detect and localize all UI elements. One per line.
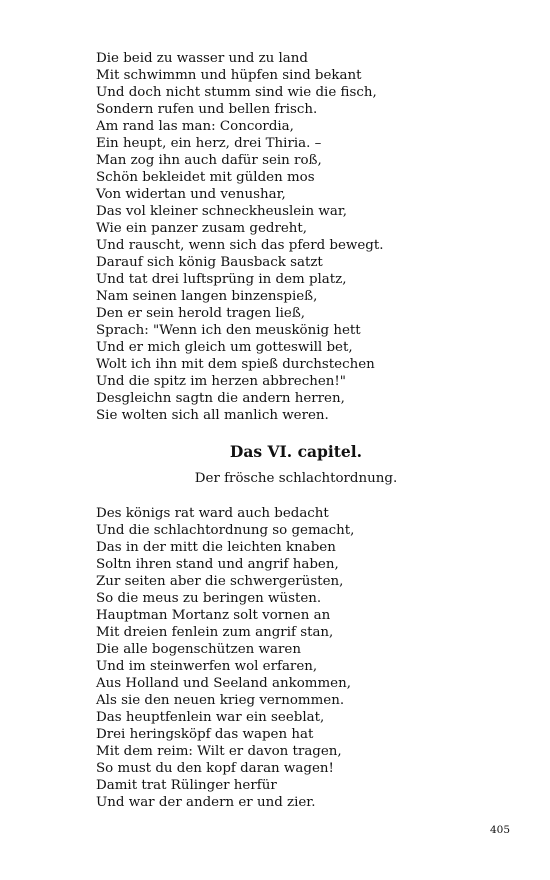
verse-line: So must du den kopf daran wagen! <box>96 761 334 776</box>
verse-line: Damit trat Rülinger herfür <box>96 778 277 793</box>
verse-line: Die beid zu wasser und zu land <box>96 51 308 66</box>
verse-line: Ein heupt, ein herz, drei Thiria. – <box>96 136 322 151</box>
verse-line: Und doch nicht stumm sind wie die fisch, <box>96 85 377 100</box>
verse-line: Und rauscht, wenn sich das pferd bewegt. <box>96 238 384 253</box>
verse-line: Das vol kleiner schneckheuslein war, <box>96 204 348 219</box>
verse-line: Das heuptfenlein war ein seeblat, <box>96 710 325 725</box>
verse-line: Mit dreien fenlein zum angrif stan, <box>96 625 334 640</box>
verse-stanza-2 <box>96 505 516 811</box>
verse-line: Sondern rufen und bellen frisch. <box>96 102 318 117</box>
verse-line: Darauf sich könig Bausback satzt <box>96 255 323 270</box>
verse-line: Desgleichn sagtn die andern herren, <box>96 391 345 406</box>
verse-line: So die meus zu beringen wüsten. <box>96 591 322 606</box>
verse-line: Aus Holland und Seeland ankommen, <box>96 676 351 691</box>
verse-line: Man zog ihn auch dafür sein roß, <box>96 153 322 168</box>
verse-line: Und im steinwerfen wol erfaren, <box>96 659 318 674</box>
chapter-title: Das VI. capitel. <box>229 442 363 461</box>
verse-line: Und war der andern er und zier. <box>96 795 316 810</box>
verse-line: Und tat drei luftsprüng in dem platz, <box>96 272 347 287</box>
verse-line: Drei heringsköpf das wapen hat <box>96 727 314 742</box>
verse-line: Sprach: "Wenn ich den meuskönig hett <box>96 323 361 338</box>
verse-line: Als sie den neuen krieg vernommen. <box>96 693 345 708</box>
chapter-subtitle: Der frösche schlachtordnung. <box>194 471 398 486</box>
verse-line: Sie wolten sich all manlich weren. <box>96 408 329 423</box>
verse-line: Zur seiten aber die schwergerüsten, <box>96 574 344 589</box>
verse-line: Wie ein panzer zusam gedreht, <box>96 221 308 236</box>
verse-line: Nam seinen langen binzenspieß, <box>96 289 318 304</box>
verse-line: Wolt ich ihn mit dem spieß durchstechen <box>96 357 375 372</box>
verse-line: Das in der mitt die leichten knaben <box>96 540 336 555</box>
verse-line: Des königs rat ward auch bedacht <box>96 506 329 521</box>
verse-line: Und die spitz im herzen abbrechen!" <box>96 374 346 389</box>
verse-line: Mit schwimmn und hüpfen sind bekant <box>96 68 362 83</box>
verse-line: Die alle bogenschützen waren <box>96 642 301 657</box>
page-number: 405 <box>489 824 510 836</box>
verse-line: Hauptman Mortanz solt vornen an <box>96 608 331 623</box>
verse-line: Den er sein herold tragen ließ, <box>96 306 306 321</box>
verse-line: Soltn ihren stand und angrif haben, <box>96 557 339 572</box>
verse-line: Mit dem reim: Wilt er davon tragen, <box>96 744 342 759</box>
verse-line: Und die schlachtordnung so gemacht, <box>96 523 355 538</box>
verse-line: Von widertan und venushar, <box>96 187 286 202</box>
verse-line: Am rand las man: Concordia, <box>96 119 294 134</box>
verse-line: Und er mich gleich um gotteswill bet, <box>96 340 353 355</box>
verse-line: Schön bekleidet mit gülden mos <box>96 170 315 185</box>
verse-stanza-1 <box>96 50 516 424</box>
